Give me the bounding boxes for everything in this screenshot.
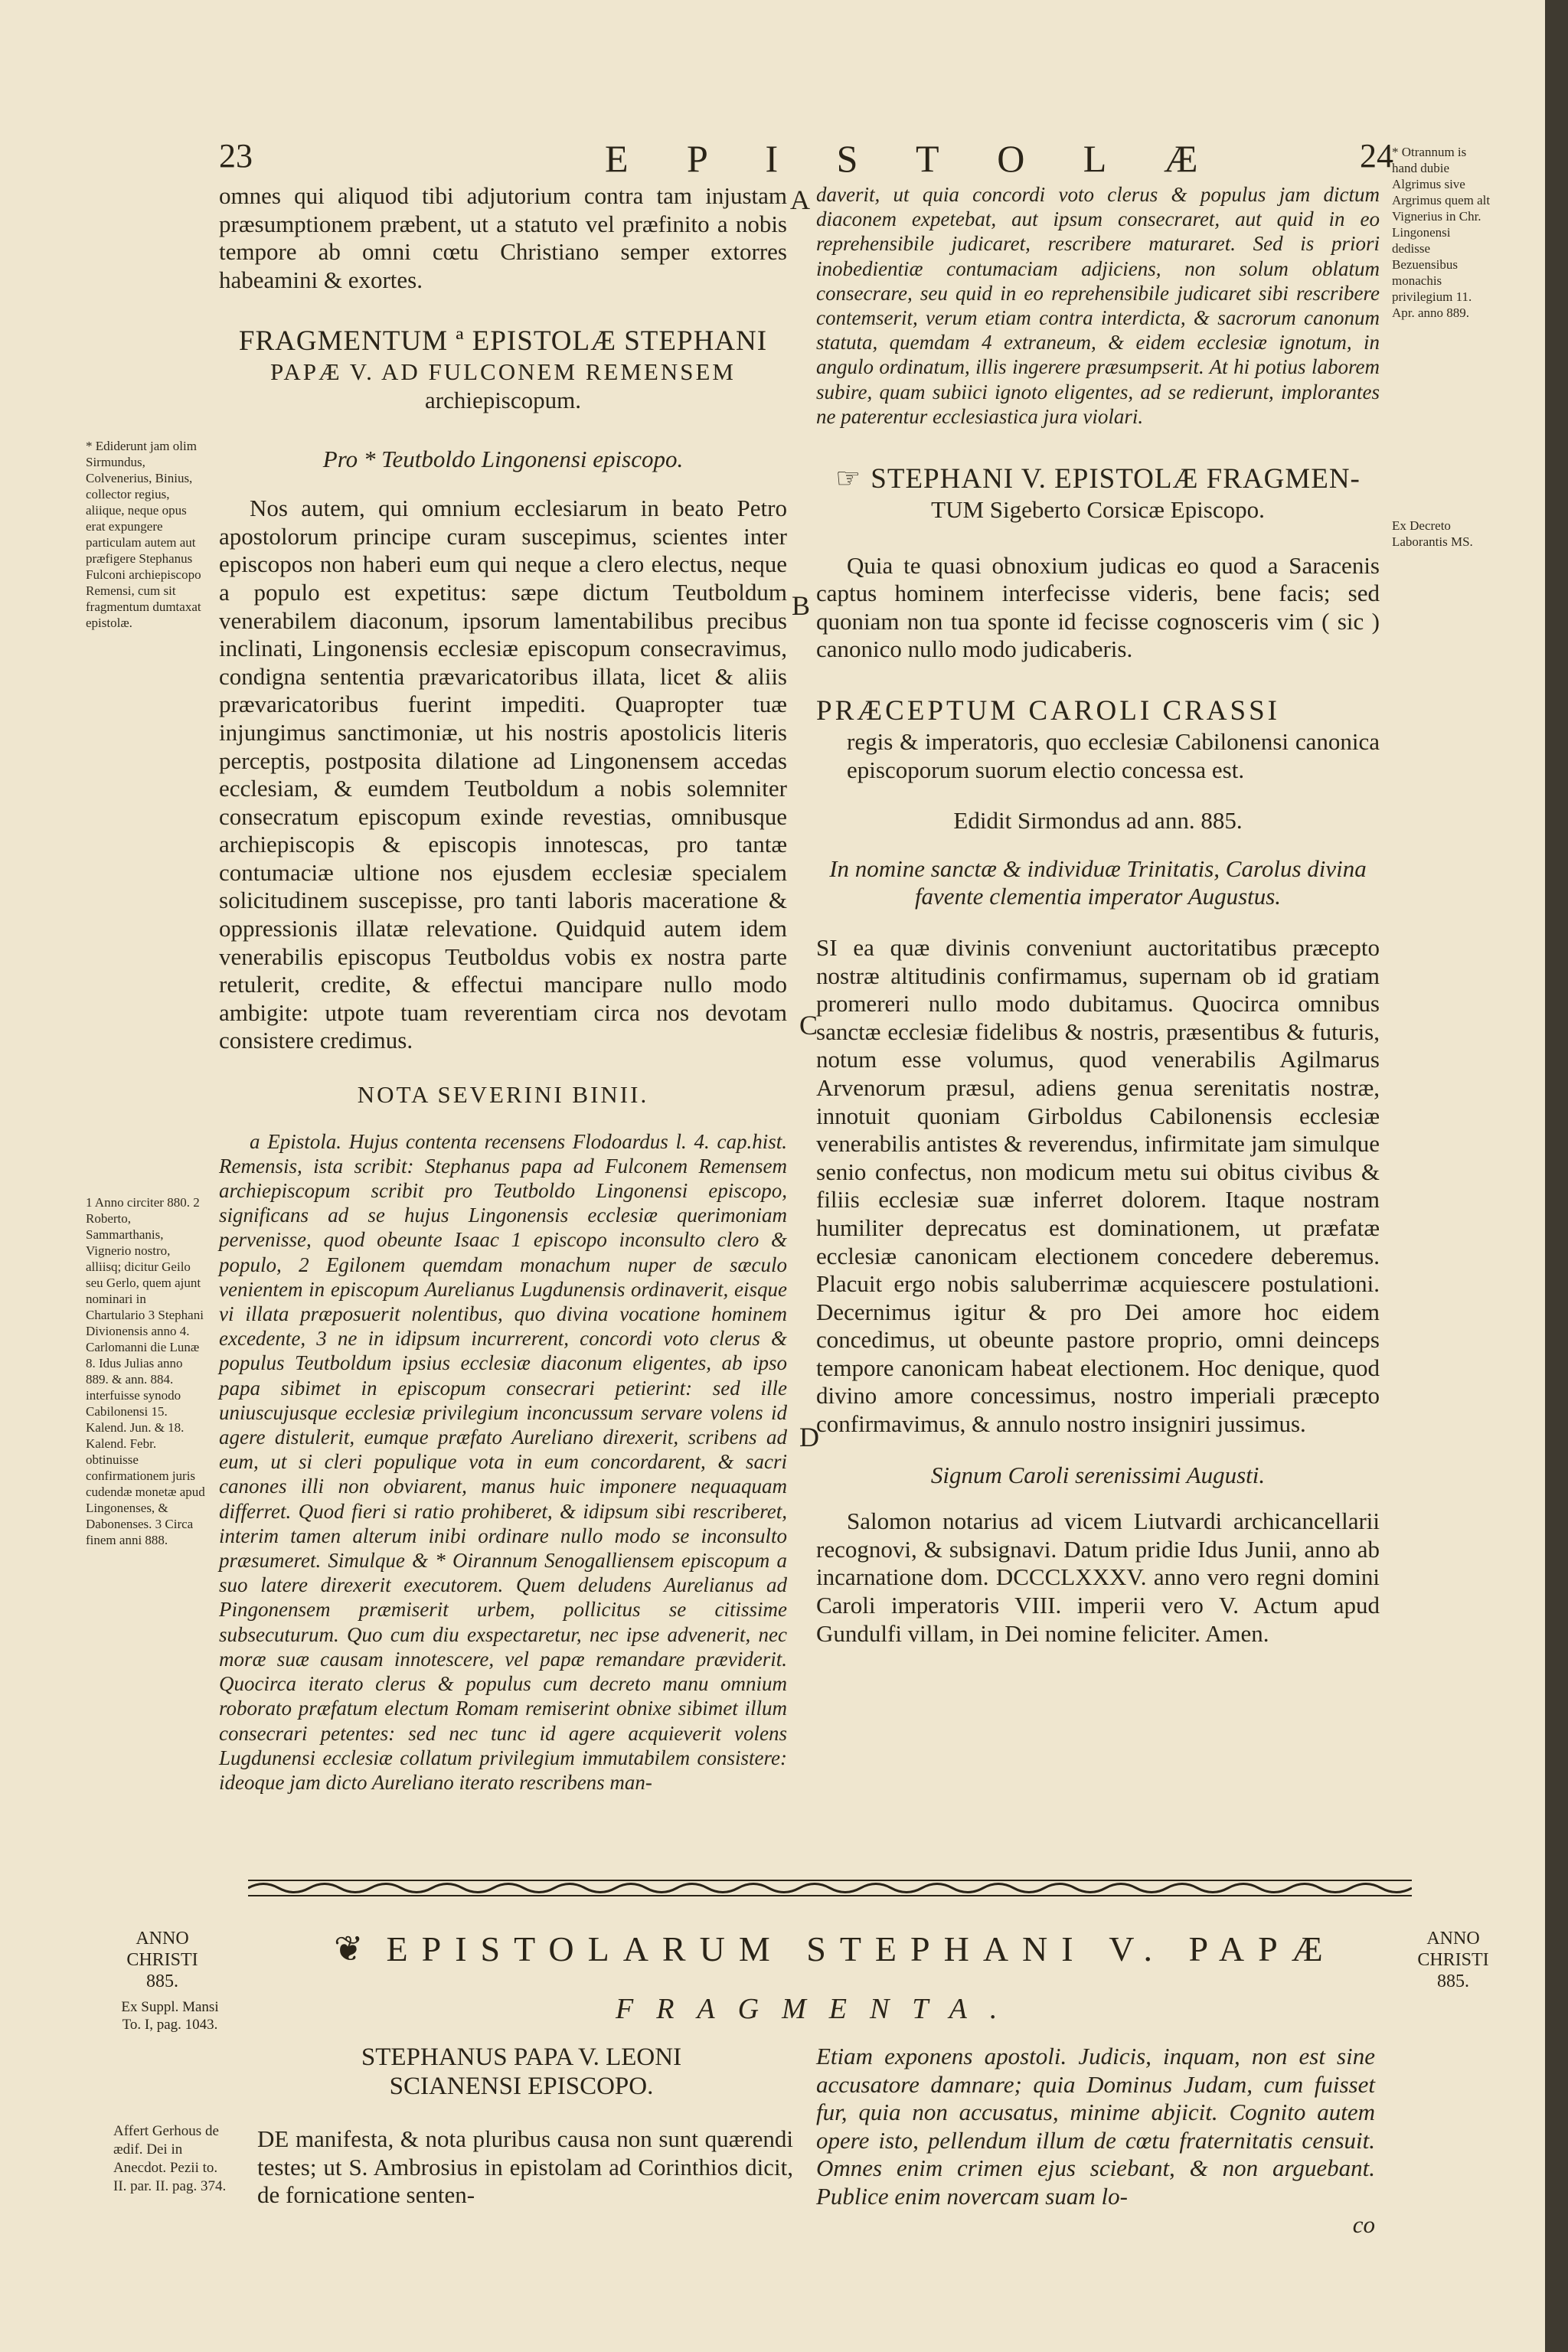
- invocatio: In nomine sanctæ & individuæ Trinitatis, Carolus divina favente clementia imperator Augustus.: [829, 854, 1367, 910]
- section-letter-a: A: [790, 185, 810, 215]
- signum-line: Signum Caroli serenissimi Augusti.: [930, 1461, 1266, 1488]
- left-column: [219, 182, 787, 1795]
- ornamental-rule: [248, 1878, 1412, 1898]
- sigeberto-title-line-2: TUM Sigeberto Corsicæ Episcopo.: [931, 496, 1265, 524]
- anno-christi-right: ANNO CHRISTI 885.: [1417, 1929, 1489, 1991]
- anno-christi-left: ANNO CHRISTI 885.: [126, 1929, 198, 1991]
- margin-note-right-2: Ex Decreto Laborantis MS.: [1392, 518, 1473, 549]
- leoni-letter-body: [257, 2125, 793, 2210]
- leoni-letter-heading: [257, 2043, 786, 2101]
- intro-paragraph: omnes qui aliquod tibi adjutorium contra tam injustam præsumptionem præbent, ut a statuto vel præfinito a nobis tempore ab omni cœtu Christiano semper extorres habeamini & exortes.: [219, 182, 787, 293]
- leoni-letter-right-catchword: co: [1352, 2210, 1375, 2238]
- edidit-line: Edidit Sirmondus ad ann. 885.: [953, 807, 1243, 835]
- page-number-left: 23: [219, 137, 253, 175]
- margin-note-left-2: 1 Anno circiter 880. 2 Roberto, Sammarthanis, Vignerio nostro, alliisq; dicitur Geilo seu Gerlo, quem ajunt nominari in Chartulario 3 Stephani Divionensis anno 4. Carlomanni die Lunæ 8. Idus Julias anno 889. & ann. 884. interfuisse synodo Cabilonensi 15. Kalend. Jun. & 18. Kalend. Febr. obtinuisse confirmationem juris cudendæ monetæ apud Lingonenses, & Dabonenses. 3 Circa finem anni 888.: [86, 1195, 205, 1547]
- leoni-letter-right-text: Etiam exponens apostoli. Judicis, inquam, non est sine accusatore damnare; quia Dominus Judam, cum fuisset fur, quia non accusatus, minime abjicit. Cognito autem opere isto, pellendum illum de cœtu fraternitatis censuit. Omnes enim crimen ejus sciebant, & non arguebant. Publice enim novercam suam lo-: [816, 2043, 1375, 2210]
- fragment-subtitle: Pro * Teutboldo Lingonensi episcopo.: [322, 445, 684, 472]
- praeceptum-subtitle: regis & imperatoris, quo ecclesiæ Cabilonensi canonica episcoporum suorum electio concessa est.: [847, 728, 1380, 783]
- margin-note-right-1: * Otrannum is hand dubie Algrimus sive Argrimus quem alt Vignerius in Chr. Lingonensi dedisse Bezuensibus monachis privilegium 11. Apr. anno 889.: [1392, 145, 1491, 320]
- section-letter-d: D: [799, 1422, 819, 1452]
- fleuron-icon: ❦: [334, 1929, 377, 1968]
- epistolarum-title-text: EPISTOLARUM STEPHANI V. PAPÆ: [386, 1929, 1337, 1968]
- fragment-title-line-2: PAPÆ V. AD FULCONEM REMENSEM: [270, 358, 736, 386]
- section-letter-b: B: [792, 590, 811, 621]
- sigeberto-body: Quia te quasi obnoxium judicas eo quod a Saracenis captus hominem interfecisse videris, bene facis; sed quoniam non tua sponte id fecisse cognosceris vim ( sic ) canonico nullo modo judicaberis.: [816, 551, 1380, 663]
- fragment-title-line-1: FRAGMENTUM ª EPISTOLÆ STEPHANI: [238, 325, 768, 358]
- charter-body: SI ea quæ divinis conveniunt auctoritatibus præcepto nostræ altitudinis confirmamus, supernam ob id gratiam promereri nullo modo dubitamus. Quocirca omnibus sanctæ ecclesiæ fidelibus & nostris, præsentibus & futuris, notum esse volumus, quod venerabilis Agilmarus Arvenorum præsul, adiens genua serenitatis nostræ, innotuit quoniam Girboldus Cabilonensis ecclesiæ venerabilis antistes & reverendus, infirmitate jam simulque senio confectus, non modicum metu sui obitus civibus & filiis ecclesiæ suæ inferret dolorem. Itaque nostram humiliter deprecatus est dominationem, ut præfatæ ecclesiæ canonicam electionem concedere deberemus. Placuit ergo nobis saluberrimæ acquiescere postulationi. Decernimus igitur & pro Dei amore hoc eidem concedimus, ut obeunte pastore proprio, omni deinceps tempore canonicam habeat electionem. Hoc denique, quod divino amore concessimus, nostro imperiali præcepto confirmavimus, & annulo nostro insigniri jussimus.: [816, 933, 1380, 1438]
- fragment-body: Nos autem, qui omnium ecclesiarum in beato Petro apostolorum principe curam suscepimus, scientes inter episcopos non haberi eum qui neque a clero electus, neque a populo est expetitus: sæpe dictum Teutboldum venerabilem diaconum, ipsorum lamentabilibus precibus inclinati, Lingonensis ecclesiæ episcopum consecravimus, condigna sententia prævaricatoribus illata, licet & aliis prævaricatoribus fuerint impediti. Quapropter tuæ injungimus sanctimoniæ, ut his nostris apostolicis literis perceptis, postposita dilatione ad Lingonensem accedas ecclesiam, & eumdem Teutboldum a nobis solemniter consecratum episcopum exinde revestias, omnibusque archiepiscopis & episcopis innotescas, pro tantæ contumaciæ ultione nos ejusdem ecclesiæ specialem solicitudinem suscepisse, pro tanti laboris maceratione & oppressionis illatæ relevatione. Quidquid autem idem venerabilis episcopus Teutboldus vobis ex nostra parte retulerit, credite, & effectui mancipare nullo modo ambigite: utpote tuam reverentiam circa nos devotam consistere credimus.: [219, 495, 787, 1054]
- margin-note-left-1: * Ediderunt jam olim Sirmundus, Colvenerius, Binius, collector regius, aliique, neque opus erat expungere particulam autem aut præfigere Stephanus Fulconi archiepiscopo Remensi, cum sit fragmentum dumtaxat epistolæ.: [86, 439, 201, 630]
- epistolarum-title: [334, 1928, 1337, 1969]
- nota-title: NOTA SEVERINI BINII.: [357, 1081, 649, 1109]
- source-note-left: Ex Suppl. Mansi To. I, pag. 1043.: [121, 1999, 219, 2033]
- pointing-hand-icon: ☞: [835, 463, 862, 495]
- leoni-heading-line-1: STEPHANUS PAPA V. LEONI: [361, 2043, 682, 2071]
- book-binding-edge: [1545, 0, 1568, 2352]
- datum-paragraph: Salomon notarius ad vicem Liutvardi archicancellarii recognovi, & subsignavi. Datum pridie Idus Junii, anno ab incarnatione dom. DCCCLXXXV. anno vero regni domini Caroli imperatoris VIII. imperii vero V. Actum apud Gundulfi villam, in Dei nomine feliciter. Amen.: [816, 1508, 1380, 1647]
- leoni-letter-text: DE manifesta, & nota pluribus causa non sunt quærendi testes; ut S. Ambrosius in epistolam ad Corinthios dicit, de fornicatione senten-: [257, 2125, 793, 2209]
- running-title: E P I S T O L Æ: [605, 137, 1223, 180]
- nota-body: a Epistola. Hujus contenta recensens Flodoardus l. 4. cap.hist. Remensis, ista scribit: Stephanus papa ad Fulconem Remensem archiepiscopum scribit pro Teutboldo Lingonensi episcopo, significans ad se hujus Lingonensis ecclesiæ querimoniam pervenisse, quod obeunte Isaac 1 episcopo inconsulto clero & populo, 2 Egilonem quemdam monachum nuper de sæculo venientem in episcopum Aurelianus Lugdunensis ordinaverit, eisque vi illata præposuerit nolentibus, quo divina vocatione hominem excedente, 3 ne in idipsum incurrerent, concordi voto clerus & populus Teutboldum ipsius ecclesiæ diaconum eligentes, ab ipso papa sibimet in episcopum consecrari petierint: sed ille uniuscujusque ecclesiæ privilegium inconcussum servare volens id agere distulerit, eumque præfato Aureliano direxerit, scribens ad eum, ut si cleri populique vota in eum concordarent, & sacri canones illi non obviarent, manus huic imponere nequaquam differret. Quod fieri si ratio prohiberet, & idipsum sibi rescriberet, interim tamen alterum inibi ordinare nullo modo se inconsulto præsumeret. Simulque & * Oirannum Senogalliensem episcopum a suo latere direxerit executorem. Quem deludens Aurelianus ad Pingonensem præmiserit urbem, pollicitus se citissime subsecuturum. Quo cum diu exspectaretur, nec ipse advenerit, nec moræ suæ causam innotescere, vel papæ remandare præviderit. Quocirca iterato clerus & populus cum decreto manu omnium roborato præfatum electum Romam remiserint obnixe sibimet illum consecrari petentes: sed nec tunc id agere acquieverit volens Lugdunensi ecclesiæ collatum privilegium immutabilem consistere: ideoque jam dicto Aureliano iterato rescribens man-: [219, 1129, 787, 1794]
- fragment-title-line-3: archiepiscopum.: [424, 386, 581, 413]
- fragmenta-title: FRAGMENTA.: [616, 1993, 1021, 2025]
- right-column: [816, 182, 1380, 1648]
- praeceptum-title: PRÆCEPTUM CAROLI CRASSI: [816, 695, 1281, 727]
- section-letter-c: C: [799, 1010, 818, 1040]
- leoni-heading-line-2: SCIANENSI EPISCOPO.: [389, 2073, 654, 2100]
- sigeberto-title-text: STEPHANI V. EPISTOLÆ FRAGMEN-: [871, 463, 1361, 495]
- margin-note-afferunt: Affert Gerhous de ædif. Dei in Anecdot. Pezii to. II. par. II. pag. 374.: [113, 2123, 227, 2194]
- sigeberto-title-line-1: [816, 462, 1380, 496]
- page-number-right: 24: [1360, 137, 1393, 175]
- leoni-letter-right-column: [816, 2043, 1375, 2239]
- nota-continuation: daverit, ut quia concordi voto clerus & populus jam dictum diaconem expetebat, aut ipsum consecraret, aut quid in eo reprehensibile judicaret, rescribere maturaret. Sed is priori inobedientiæ contumaciam adjiciens, non solum oblatum consecrare, seu quid in eo reprehensibile judicaret sibi rescribere contemserit, verum etiam contra interdicta, & sacrorum canonum statuta, quemdam 4 extraneum, & eidem ecclesiæ ignotum, in angulo ordinatum, illis ingerere præsumpserit. At hi potius laborem subire, quam subiici ignoto eligentes, ad se redierunt, implorantes ne paterentur ecclesiastica jura violari.: [816, 183, 1380, 428]
